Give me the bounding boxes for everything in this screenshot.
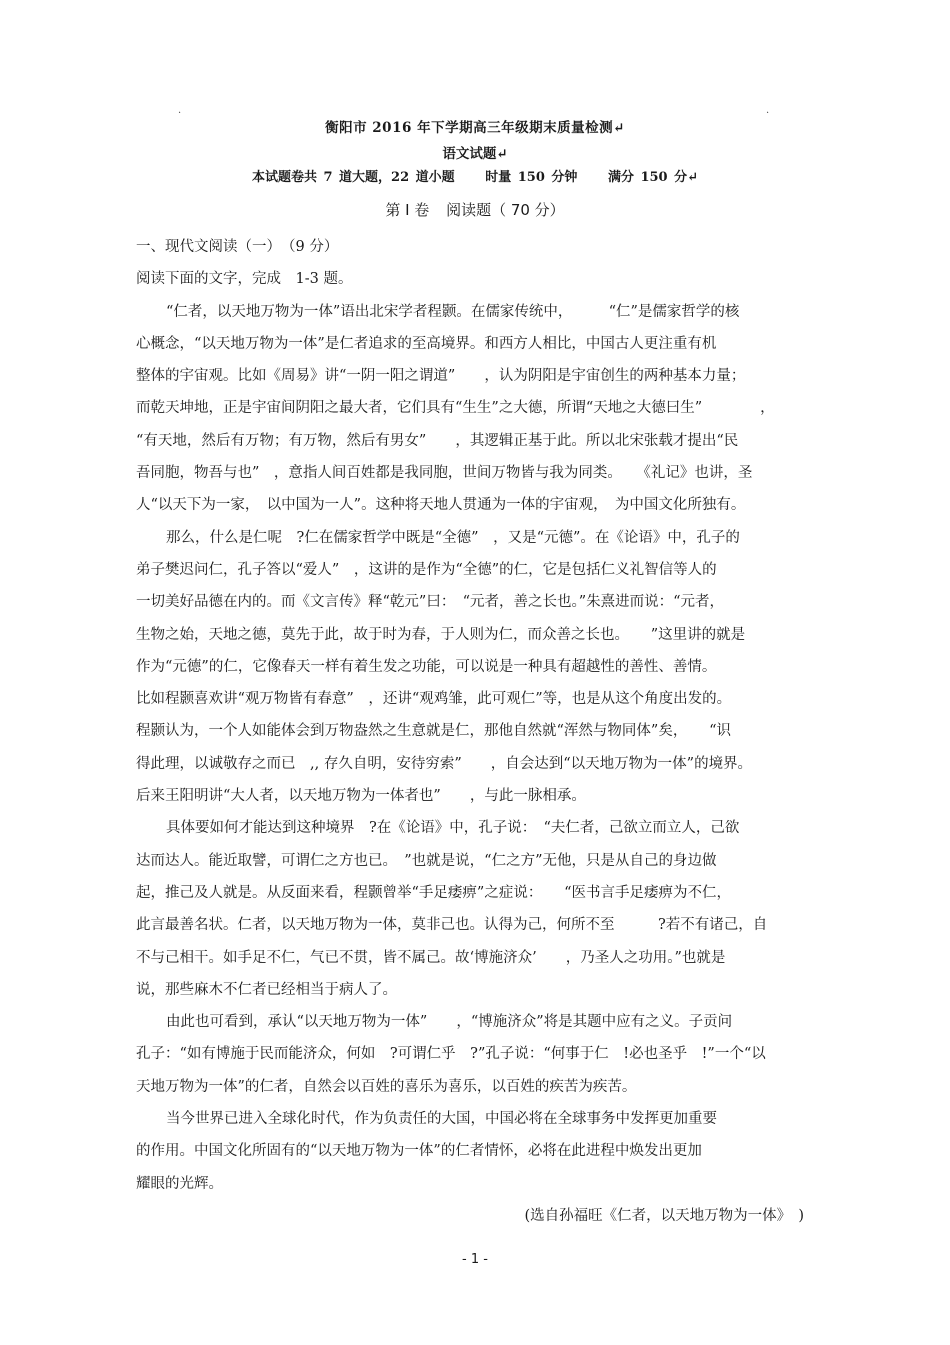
passage-line: 当今世界已进入全球化时代，作为负责任的大国，中国必将在全球事务中发挥更加重要 (166, 1111, 717, 1128)
section-heading: 一、现代文阅读（一） （9 分） (136, 239, 339, 255)
exam-meta-questions: 本试题卷共 7 道大题，22 道小题 (251, 170, 455, 185)
part-label: 第 Ⅰ 卷 (385, 201, 430, 219)
passage-line: 耀眼的光辉。 (136, 1175, 223, 1192)
exam-subject: 语文试题↵ (442, 146, 508, 162)
passage-line: 达而达人。能近取譬，可谓仁之方也已。 ”也就是说，“仁之方”无他，只是从自己的身边做 (136, 852, 717, 869)
exam-meta (0, 166, 950, 185)
passage-line: 不与己相干。如手足不仁，气已不贯，皆不属己。故‘博施济众’ ，乃圣人之功用。”也就是 (136, 949, 726, 966)
passage-line: 一切美好品德在内的。而《文言传》释“乾元”曰： “元者，善之长也。”朱熹进而说：“元者， (136, 594, 725, 611)
passage-line: 吾同胞，物吾与也” ，意指人间百姓都是我同胞，世间万物皆与我为同类。 《礼记》也讲，圣 (136, 465, 753, 482)
corner-mark-left: · (178, 108, 182, 119)
reading-passage (136, 231, 812, 1232)
passage-line: 弟子樊迟问仁，孔子答以“爱人” ，这讲的是作为“全德”的仁，它是包括仁义礼智信等人的 (136, 561, 717, 578)
passage-line: 的作用。中国文化所固有的“以天地万物为一体”的仁者情怀，必将在此进程中焕发出更加 (136, 1143, 702, 1160)
passage-line: “仁者，以天地万物为一体”语出北宋学者程颢。在儒家传统中， “仁”是儒家哲学的核 (166, 303, 740, 320)
passage-line: 孔子：“如有博施于民而能济众，何如 ?可谓仁乎 ?”孔子说：“何事于仁 !必也圣乎 !”一个“以 (136, 1046, 766, 1063)
exam-meta-time: 时量 150 分钟 (485, 170, 578, 185)
passage-line: 说，那些麻木不仁者已经相当于病人了。 (136, 981, 397, 998)
passage-line: 天地万物为一体”的仁者，自然会以百姓的喜乐为喜乐，以百姓的疾苦为疾苦。 (136, 1078, 637, 1095)
passage-line: 由此也可看到，承认“以天地万物为一体” ，“博施济众”将是其题中应有之义。子贡问 (166, 1014, 733, 1031)
reading-instruction: 阅读下面的文字，完成 1-3 题。 (136, 271, 353, 288)
passage-line: 生物之始，天地之德，莫先于此，故于时为春，于人则为仁，而众善之长也。 ”这里讲的就是 (136, 626, 746, 643)
passage-line: 心概念，“以天地万物为一体”是仁者追求的至高境界。和西方人相比，中国古人更注重有机 (136, 335, 717, 352)
passage-line: 此言最善名状。仁者，以天地万物为一体，莫非己也。认得为己，何所不至 ?若不有诸己，自 (136, 917, 768, 934)
part-title (0, 199, 950, 220)
exam-meta-score: 满分 150 分↵ (607, 170, 699, 185)
passage-line: 具体要如何才能达到这种境界 ?在《论语》中，孔子说： “夫仁者，己欲立而立人，己欲 (166, 820, 740, 837)
passage-line: 作为“元德”的仁，它像春天一样有着生发之功能，可以说是一种具有超越性的善性、善情。 (136, 658, 717, 675)
passage-line: 而乾天坤地，正是宇宙间阴阳之最大者，它们具有“生生”之大德，所谓“天地之大德曰生” ， (136, 400, 775, 417)
passage-line: 人“以天下为一家， 以中国为一人”。这种将天地人贯通为一体的宇宙观， 为中国文化所独有。 (136, 497, 746, 514)
passage-line: 得此理，以诚敬存之而已 ,, 存久自明，安待穷索” ，自会达到“以天地万物为一体”的境界。 (136, 755, 753, 772)
exam-title: 衡阳市 2016 年下学期高三年级期末质量检测↵ (325, 120, 625, 136)
passage-line: 那么，什么是仁呢 ?仁在儒家哲学中既是“全德” ，又是“元德”。在《论语》中，孔子的 (166, 529, 740, 546)
passage-line: 起，推己及人就是。从反面来看，程颢曾举“手足痿痹”之症说： “医书言手足痿痹为不仁， (136, 884, 731, 901)
passage-source: (选自孙福旺《仁者，以天地万物为一体》 ) (524, 1207, 804, 1224)
passage-line: 程颢认为，一个人如能体会到万物盎然之生意就是仁，那他自然就“浑然与物同体”矣， “识 (136, 723, 731, 740)
part-name: 阅读题（ 70 分） (446, 201, 565, 219)
passage-line: 比如程颢喜欢讲“观万物皆有春意” ，还讲“观鸡雏，此可观仁”等，也是从这个角度出发的。 (136, 691, 732, 708)
passage-line: 整体的宇宙观。比如《周易》讲“一阴一阳之谓道” ，认为阴阳是宇宙创生的两种基本力量； (136, 368, 746, 385)
passage-line: “有天地，然后有万物；有万物，然后有男女” ，其逻辑正基于此。所以北宋张载才提出“民 (136, 432, 739, 449)
page-number: - 1 - (462, 1252, 488, 1267)
passage-line: 后来王阳明讲“大人者，以天地万物为一体者也” ，与此一脉相承。 (136, 788, 586, 805)
corner-mark-right: · (766, 108, 770, 119)
